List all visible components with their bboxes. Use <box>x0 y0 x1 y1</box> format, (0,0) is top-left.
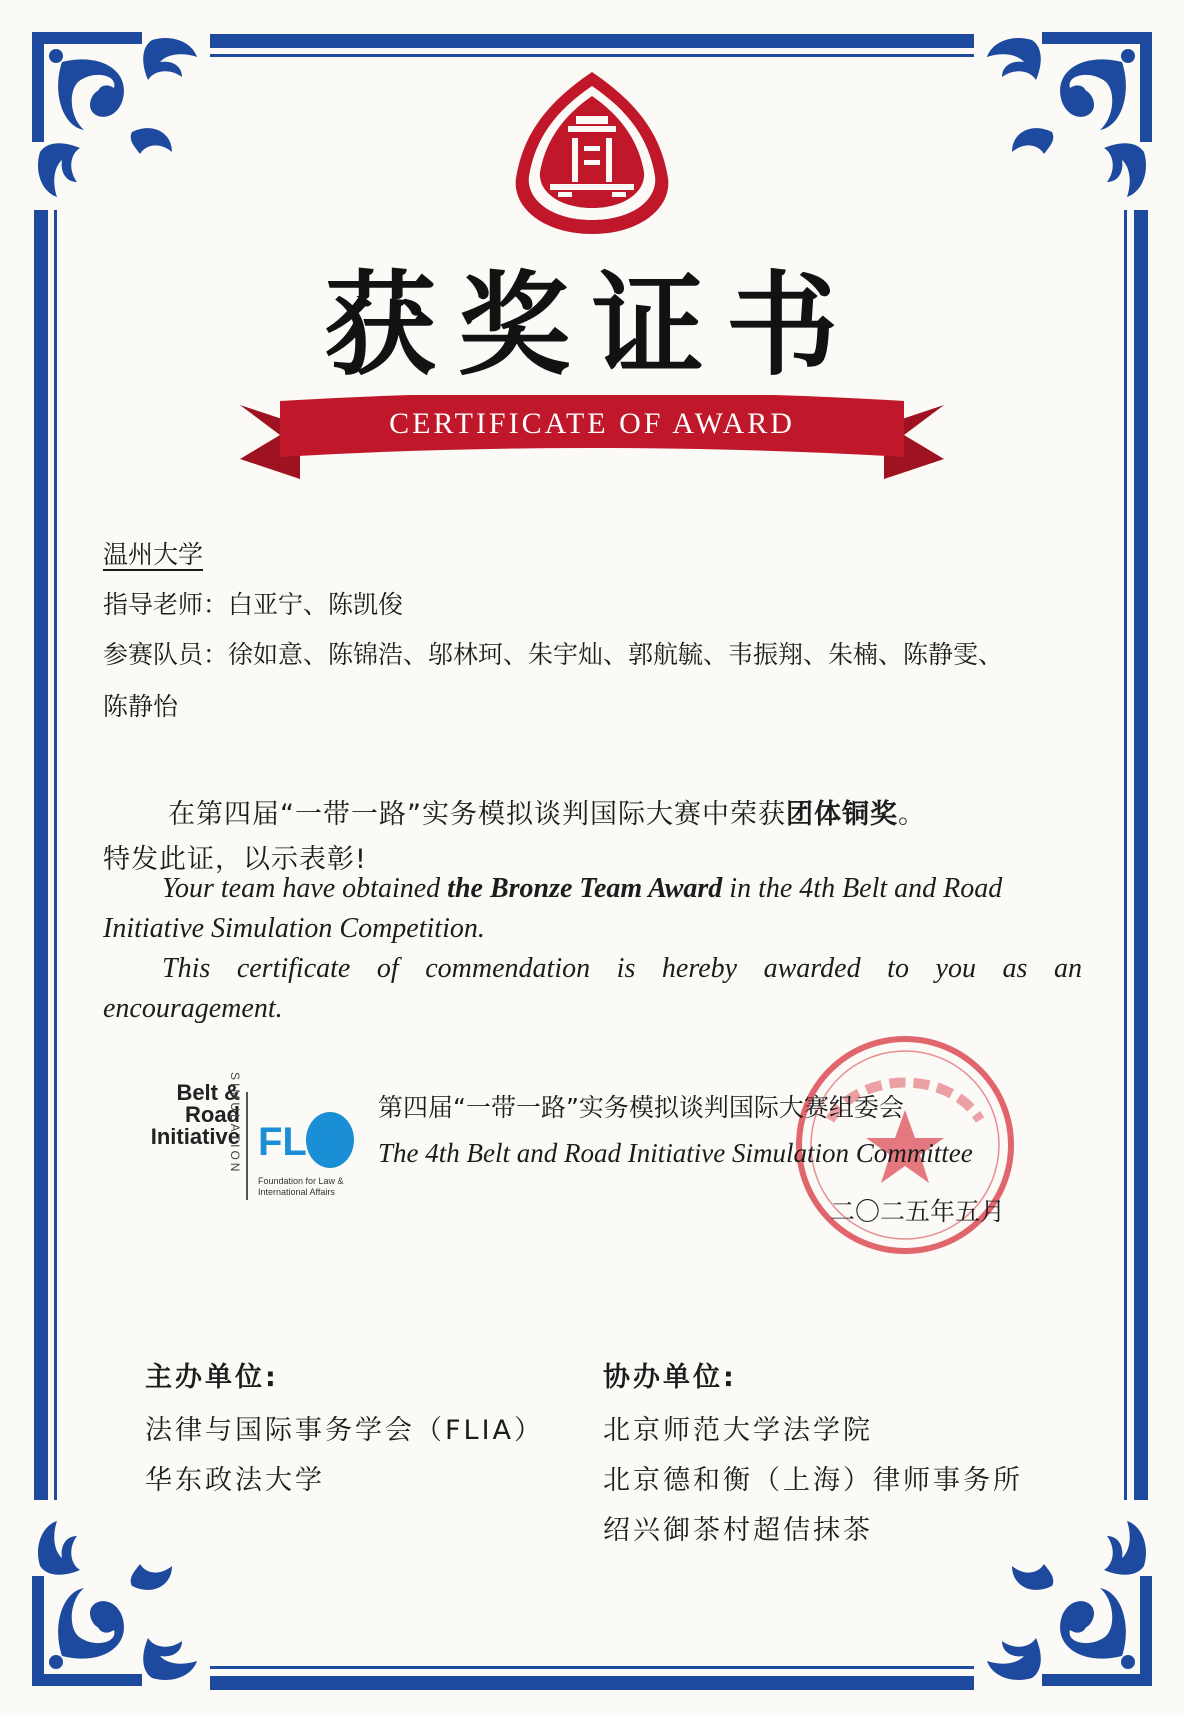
flia-subtitle <box>258 1176 344 1198</box>
award-statement-en-suffix: in the 4th Belt and Road <box>722 873 1003 904</box>
award-name-en: the Bronze Team Award <box>447 873 723 904</box>
bri-line: Road <box>185 1102 240 1127</box>
award-statement-en-prefix: Your team have obtained <box>162 873 448 904</box>
commendation-en: This certificate of commendation is hereby awarded to you as an <box>162 953 1082 984</box>
award-statement-cn <box>168 792 926 831</box>
host-item: 法律与国际事务学会（FLIA） <box>145 1415 545 1446</box>
advisors-names: 白亚宁、陈凯俊 <box>228 590 404 619</box>
award-statement-en <box>162 873 1002 905</box>
border-bottom <box>210 1676 974 1690</box>
border-inner-bottom <box>210 1666 974 1669</box>
corner-ornament-icon <box>972 22 1162 212</box>
team-line <box>103 635 1083 671</box>
flia-logo <box>258 1120 347 1165</box>
committee-name-cn: 第四届“一带一路”实务模拟谈判国际大赛组委会 <box>378 1093 904 1122</box>
host-item: 华东政法大学 <box>145 1465 325 1496</box>
logo-divider <box>246 1092 248 1200</box>
issue-date: 二〇二五年五月 <box>830 1197 1006 1226</box>
border-inner-right <box>1124 210 1127 1500</box>
flia-wordmark: FLIA <box>258 1120 347 1164</box>
certificate-title: 获奖证书 <box>324 261 860 391</box>
flia-subtitle-line: Foundation for Law & <box>258 1176 344 1186</box>
border-inner-top <box>210 54 974 57</box>
award-statement-prefix: 在第四届“一带一路”实务模拟谈判国际大赛中荣获 <box>168 799 786 830</box>
bri-line: Belt & <box>176 1080 240 1105</box>
border-left <box>34 210 48 1500</box>
co-host-label: 协办单位: <box>603 1362 737 1393</box>
commendation-cn: 特发此证，以示表彰! <box>103 844 367 875</box>
school-name: 温州大学 <box>103 540 204 569</box>
flia-subtitle-line: International Affairs <box>258 1187 335 1197</box>
corner-ornament-icon <box>22 22 212 212</box>
host-label: 主办单位: <box>145 1362 279 1393</box>
certificate-subtitle: CERTIFICATE OF AWARD <box>389 407 795 440</box>
bri-line: Initiative <box>150 1124 240 1149</box>
border-inner-left <box>54 210 57 1500</box>
corner-ornament-icon <box>972 1506 1162 1696</box>
award-name-cn: 团体铜奖 <box>785 799 898 830</box>
border-top <box>210 34 974 48</box>
co-host-item: 绍兴御茶村超佶抹茶 <box>603 1515 873 1546</box>
co-host-item: 北京德和衡（上海）律师事务所 <box>603 1465 1023 1496</box>
simulation-label: SIMULATION <box>228 1072 242 1175</box>
university-emblem-icon <box>510 68 674 238</box>
border-right <box>1134 210 1148 1500</box>
corner-ornament-icon <box>22 1506 212 1696</box>
team-members-continued: 陈静怡 <box>103 692 179 721</box>
team-label: 参赛队员： <box>103 640 229 669</box>
advisors-line <box>103 585 403 621</box>
award-statement-en-line2: Initiative Simulation Competition. <box>103 913 485 944</box>
team-members: 徐如意、陈锦浩、邬林珂、朱宇灿、郭航毓、韦振翔、朱楠、陈静雯、 <box>228 640 1004 669</box>
advisors-label: 指导老师： <box>103 590 229 619</box>
award-statement-suffix: 。 <box>897 799 926 830</box>
co-host-item: 北京师范大学法学院 <box>603 1415 873 1446</box>
committee-name-en: The 4th Belt and Road Initiative Simulation Committee <box>378 1138 973 1168</box>
commendation-en-line2: encouragement. <box>103 993 283 1024</box>
